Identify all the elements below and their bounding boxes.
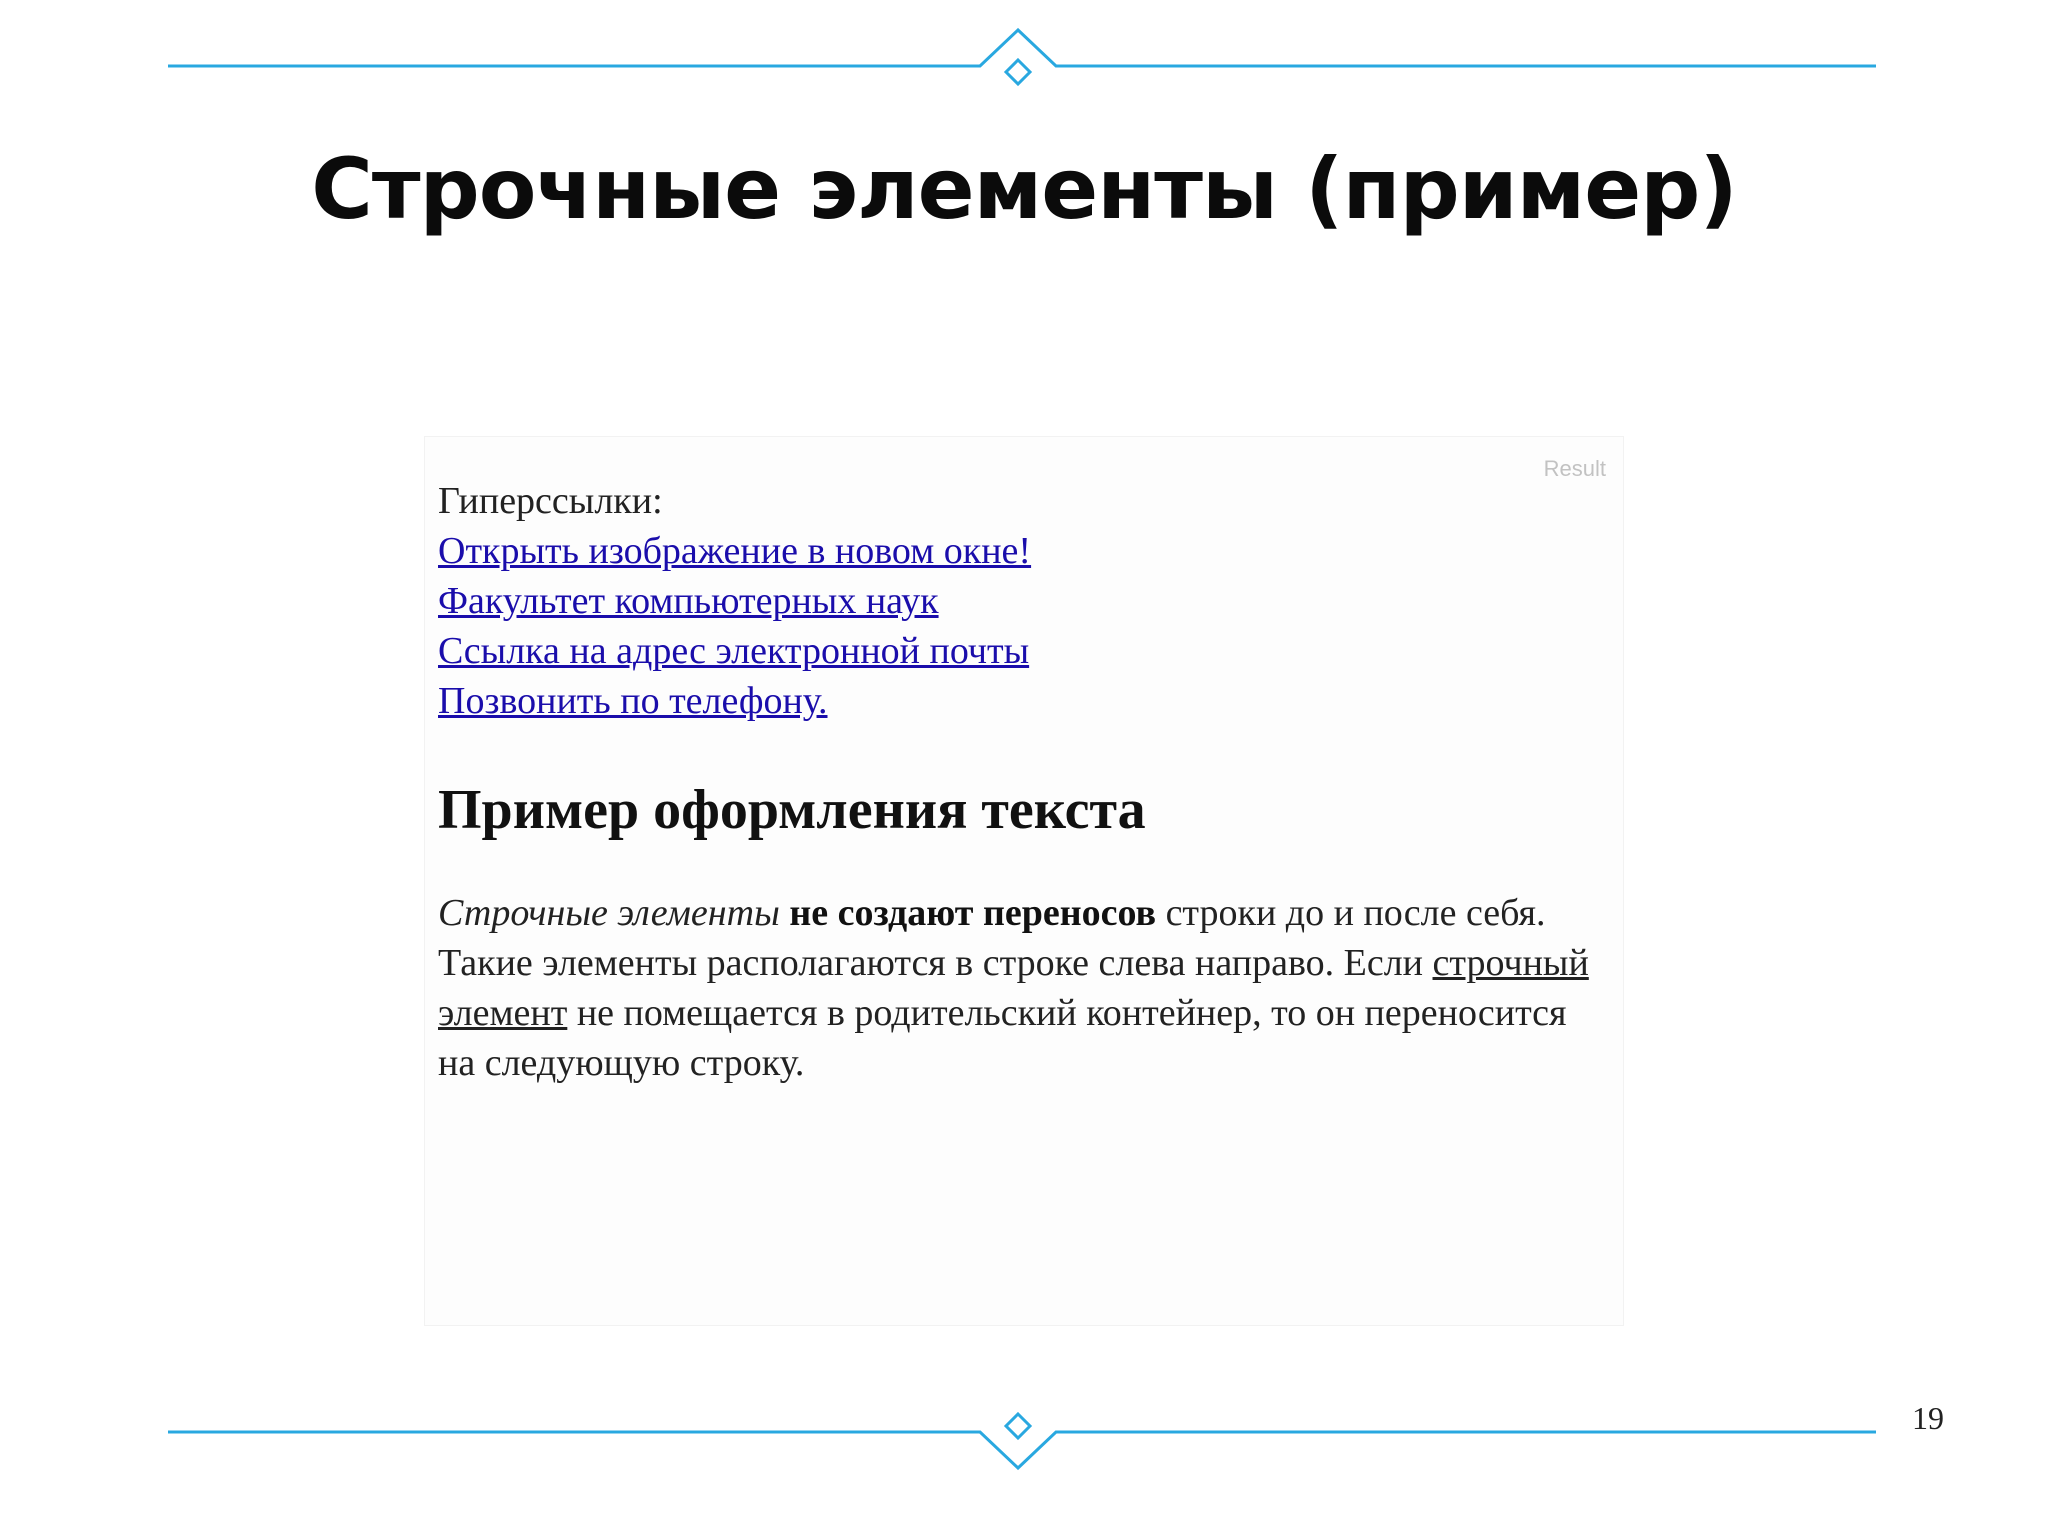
result-label: Result bbox=[1543, 456, 1606, 481]
link-phone[interactable]: Позвонить по телефону. bbox=[438, 680, 828, 722]
text-example-heading: Пример оформления текста bbox=[438, 779, 1146, 841]
link-open-image[interactable]: Открыть изображение в новом окне! bbox=[438, 530, 1032, 572]
slide-title: Строчные элементы (пример) bbox=[311, 140, 1737, 238]
result-panel bbox=[424, 436, 1624, 1326]
bold-phrase: не создают переносов bbox=[789, 892, 1157, 934]
italic-phrase: Строчные элементы bbox=[438, 892, 780, 934]
top-divider-ornament bbox=[0, 20, 2048, 100]
inline-elements-paragraph bbox=[438, 888, 1598, 1088]
bottom-divider-ornament bbox=[0, 1395, 2048, 1475]
link-email[interactable]: Ссылка на адрес электронной почты bbox=[438, 630, 1030, 672]
paragraph-text: строки до и после себя. Такие элементы располагаются в строке слева направо. Если bbox=[438, 892, 1546, 984]
underlined-phrase: строчный элемент bbox=[438, 942, 1589, 1034]
link-faculty[interactable]: Факультет компьютерных наук bbox=[438, 580, 939, 622]
hyperlinks-heading: Гиперссылки: bbox=[438, 480, 663, 522]
page-number: 19 bbox=[1912, 1400, 1944, 1436]
result-content bbox=[438, 476, 1598, 1088]
paragraph-tail: не помещается в родительский контейнер, то он переносится на следующую строку. bbox=[438, 992, 1567, 1084]
